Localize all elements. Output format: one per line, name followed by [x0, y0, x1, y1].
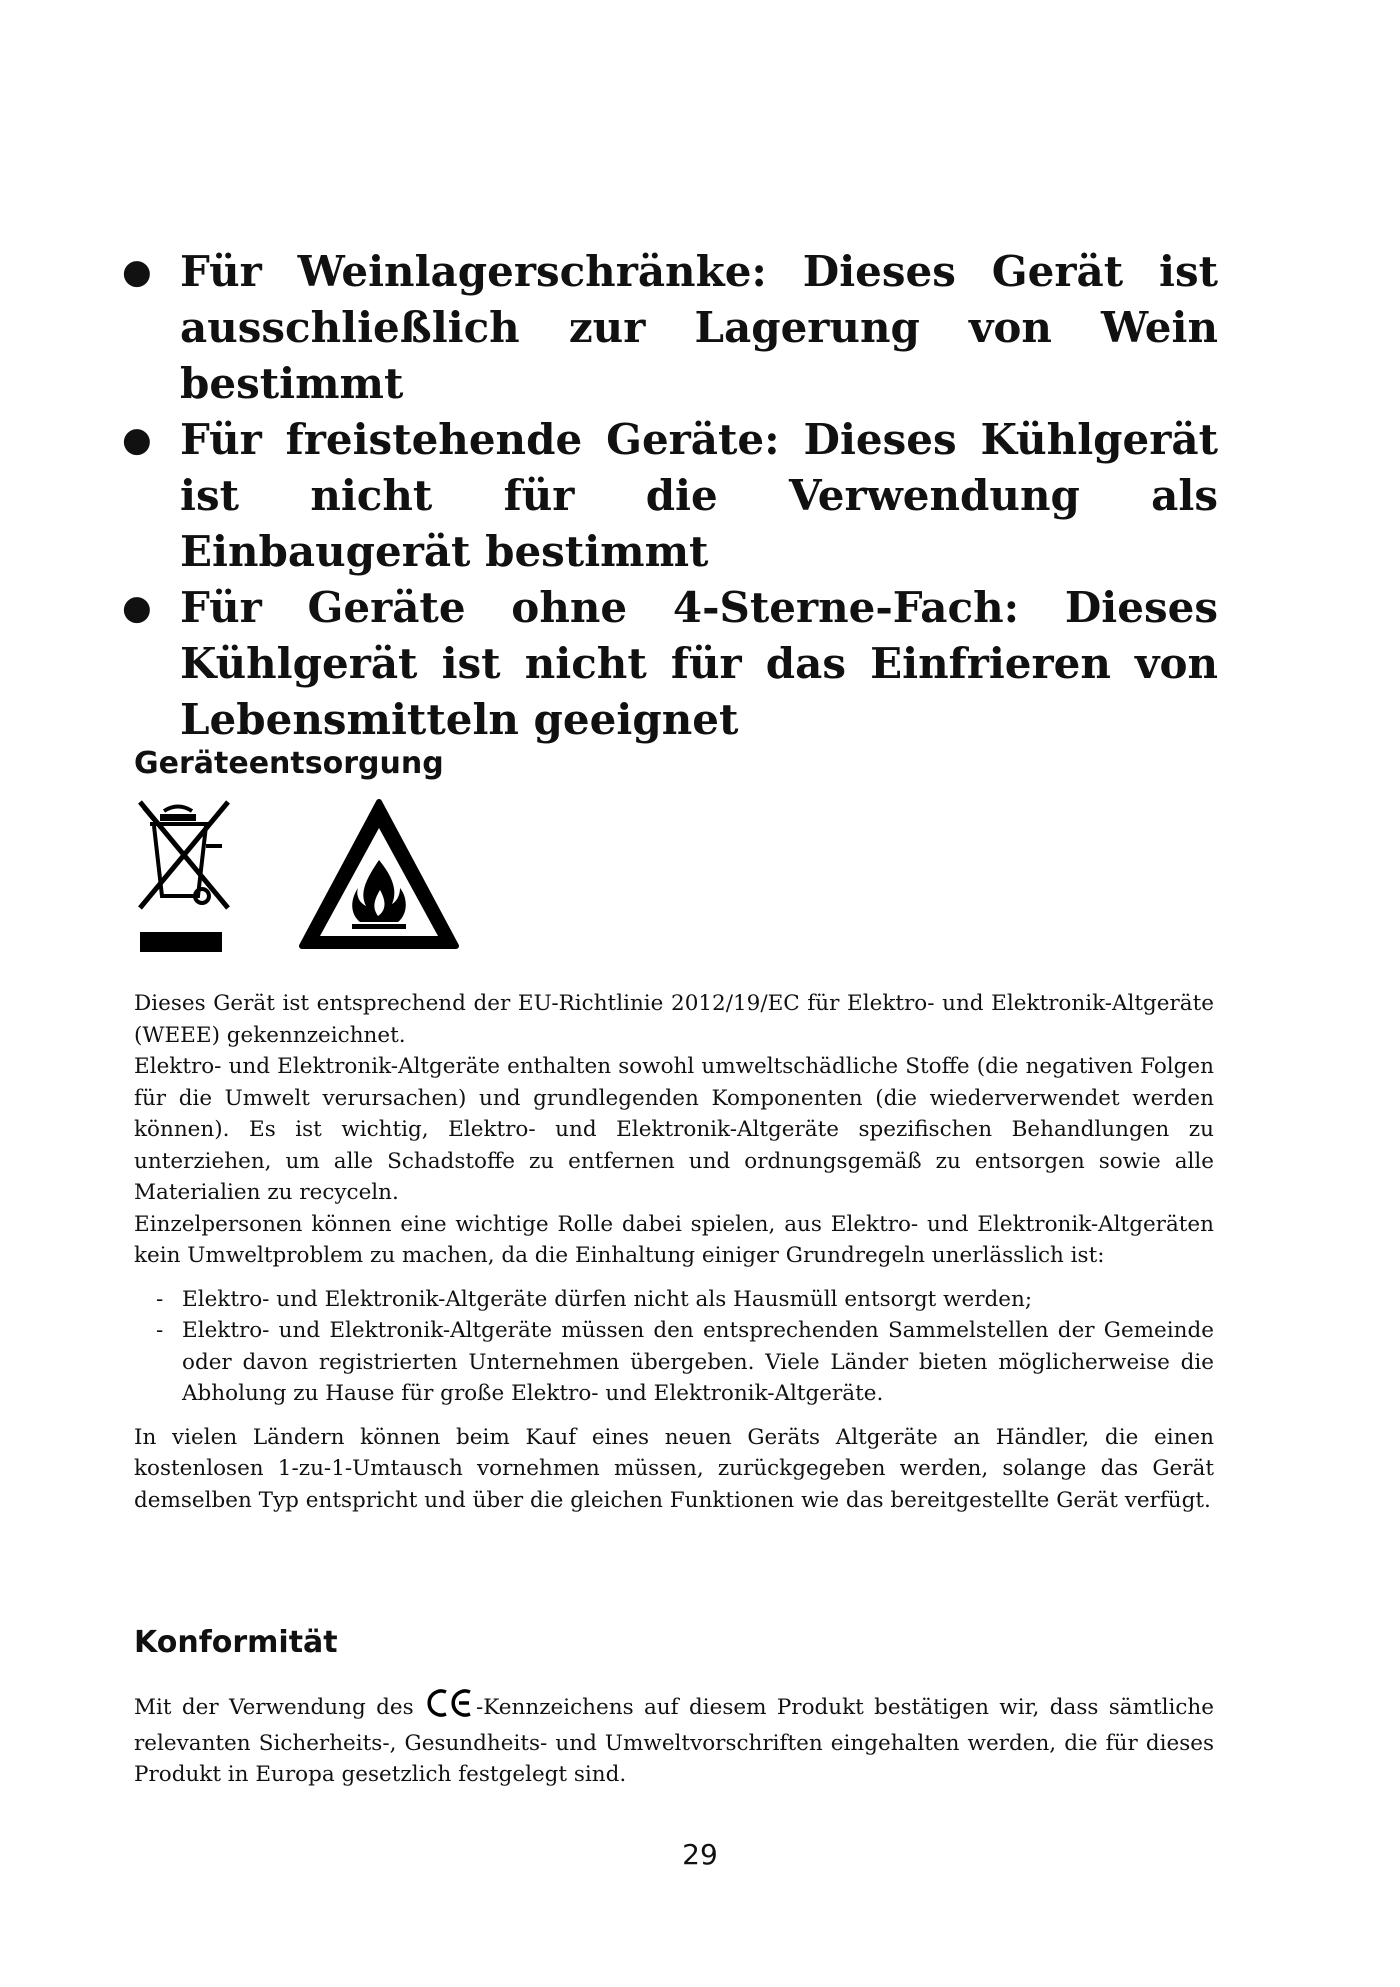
conformity-heading: Konformität	[134, 1625, 338, 1660]
usage-restrictions-list	[118, 244, 1218, 748]
bin-underline-bar	[140, 932, 222, 952]
list-item: ● Für Weinlagerschränke: Dieses Gerät ist ausschließlich zur Lagerung von Wein bestimmt	[118, 244, 1218, 412]
disposal-icons	[134, 798, 474, 958]
paragraph: Einzelpersonen können eine wichtige Rolle dabei spielen, aus Elektro- und Elektronik-Altgeräten kein Umweltproblem zu machen, da die Einhaltung einiger Grundregeln unerlässlich ist:	[134, 1211, 1214, 1268]
list-item: ● Für Geräte ohne 4-Sterne-Fach: Dieses Kühlgerät ist nicht für das Einfrieren von Lebensmitteln geeignet	[118, 580, 1218, 748]
paragraph: Dieses Gerät ist entsprechend der EU-Richtlinie 2012/19/EC für Elektro- und Elektronik-Altgeräte (WEEE) gekennzeichnet.	[134, 991, 1214, 1048]
flammable-warning-icon	[302, 802, 456, 946]
paragraph: Mit der Verwendung des -Kennzeichens auf diesem Produkt bestätigen wir, dass sämtliche relevanten Sicherheits-, Gesundheits- und Umweltvorschriften eingehalten werden, die für dieses Produkt in Europa gesetzlich festgelegt sind.	[134, 1688, 1214, 1791]
paragraph: In vielen Ländern können beim Kauf eines neuen Geräts Altgeräte an Händler, die einen kostenlosen 1-zu-1-Umtausch vornehmen müssen, zurückgegeben werden, solange das Gerät demselben Typ entspricht und über die gleichen Funktionen wie das bereitgestellte Gerät verfügt.	[134, 1424, 1214, 1513]
disposal-heading: Geräteentsorgung	[134, 746, 444, 781]
bullet-icon: ●	[122, 420, 152, 460]
crossed-out-wheelie-bin-icon	[140, 802, 228, 908]
list-item: ● Für freistehende Geräte: Dieses Kühlgerät ist nicht für die Verwendung als Einbaugerät bestimmt	[118, 412, 1218, 580]
list-item: - Elektro- und Elektronik-Altgeräte dürfen nicht als Hausmüll entsorgt werden;	[156, 1286, 1033, 1312]
bullet-icon: ●	[122, 588, 152, 628]
page-number: 29	[682, 1838, 718, 1871]
disposal-rules-list	[134, 1284, 1214, 1410]
conformity-body	[134, 1688, 1214, 1791]
list-item: - Elektro- und Elektronik-Altgeräte müssen den entsprechenden Sammelstellen der Gemeinde oder davon registrierten Unternehmen übergeben. Viele Länder bieten möglicherweise die Abholung zu Hause für große Elektro- und Elektronik-Altgeräte.	[156, 1318, 1214, 1406]
bullet-icon: ●	[122, 252, 152, 292]
paragraph: Elektro- und Elektronik-Altgeräte enthalten sowohl umweltschädliche Stoffe (die negativen Folgen für die Umwelt verursachen) und grundlegenden Komponenten (die wiederverwendet werden können). Es ist wichtig, Elektro- und Elektronik-Altgeräte spezifischen Behandlungen zu unterziehen, um alle Schadstoffe zu entfernen und ordnungsgemäß zu entsorgen sowie alle Materialien zu recyceln.	[134, 1054, 1214, 1205]
disposal-body	[134, 988, 1214, 1516]
ce-mark-icon	[426, 1688, 474, 1728]
